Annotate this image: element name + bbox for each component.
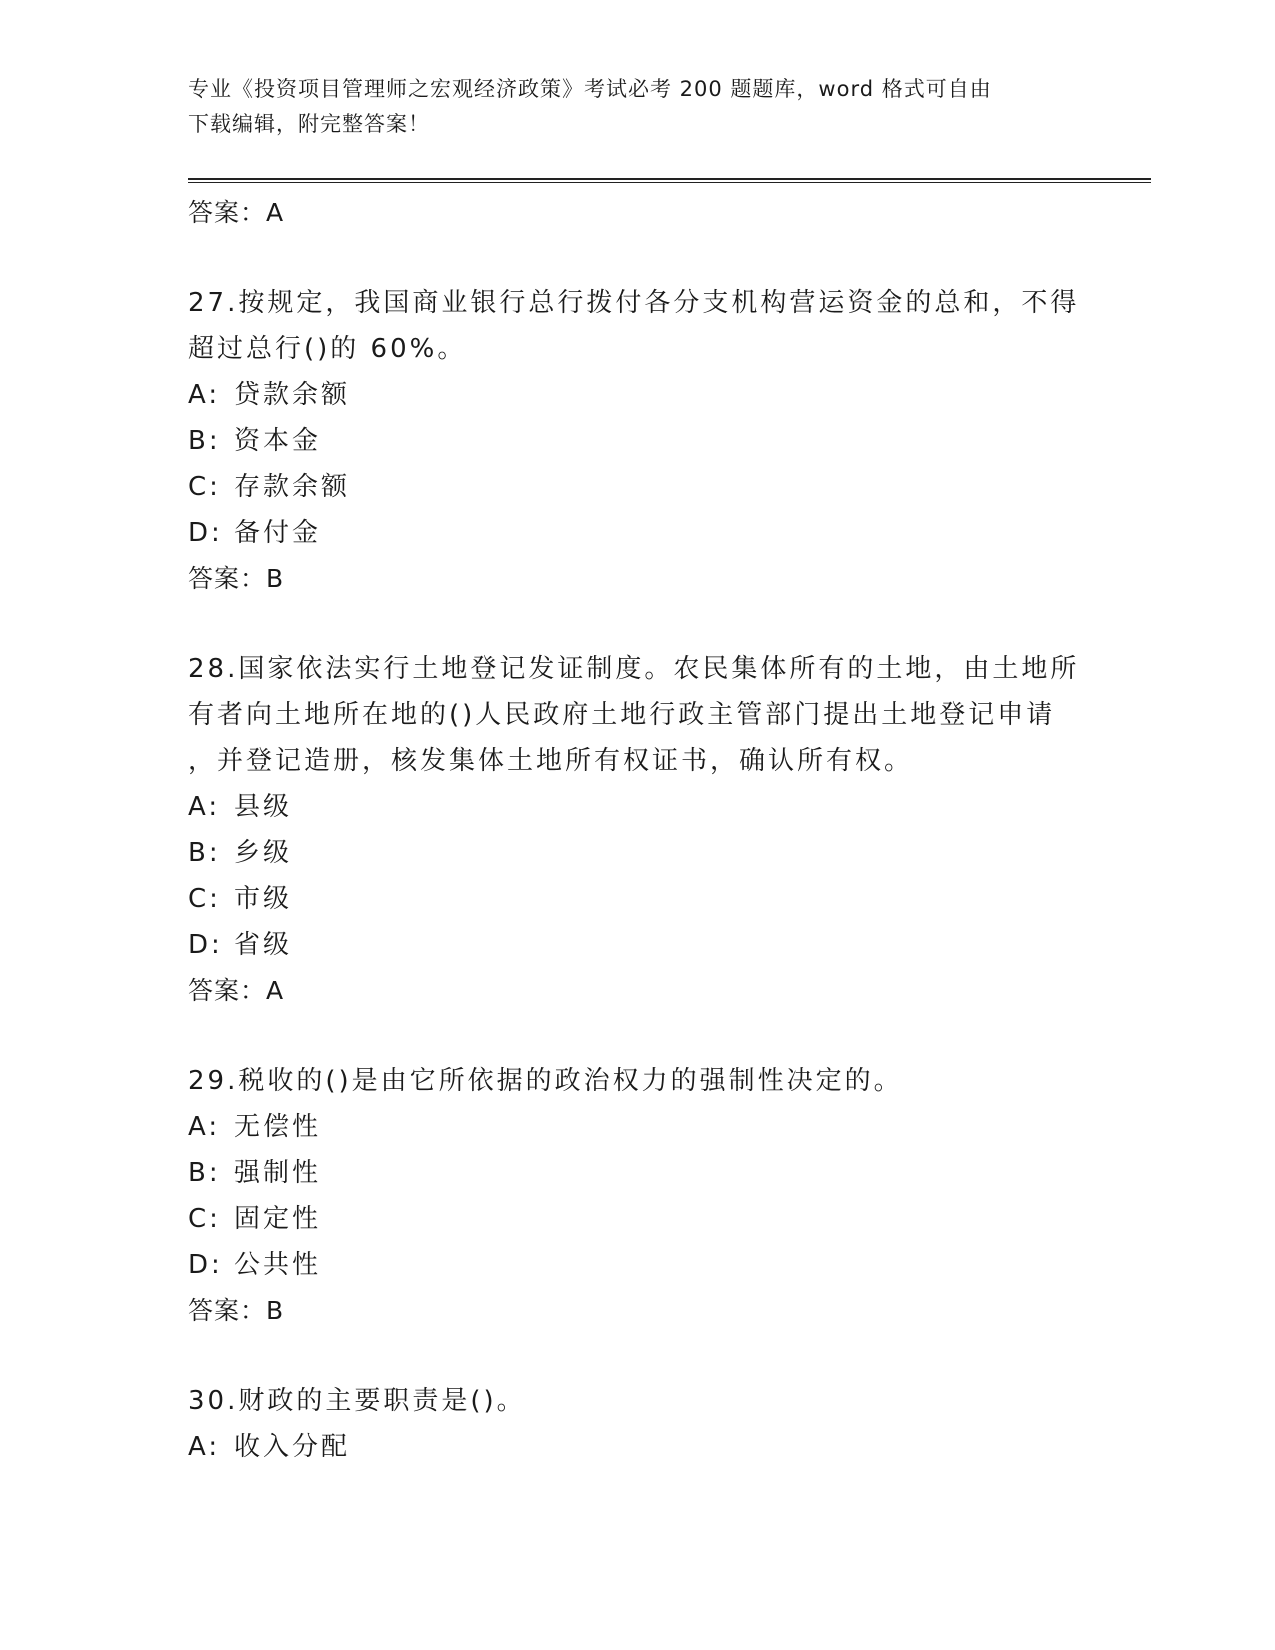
option-b — [188, 418, 1088, 464]
option-c — [188, 464, 1088, 510]
question-block — [188, 1378, 1088, 1470]
question-stem — [188, 1058, 1088, 1104]
question-stem — [188, 1378, 1088, 1424]
option-d — [188, 1242, 1088, 1288]
answer-line: 答案：A — [188, 198, 285, 227]
option-text: 收入分配 — [234, 1432, 351, 1462]
option-key: B: — [188, 426, 221, 456]
option-d — [188, 922, 1088, 968]
option-a — [188, 1104, 1088, 1150]
spacer — [188, 236, 1088, 280]
option-a — [188, 784, 1088, 830]
question-block — [188, 280, 1088, 602]
question-stem — [188, 646, 1088, 784]
option-key: B: — [188, 838, 221, 868]
spacer — [188, 602, 1088, 646]
stem-line: 超过总行()的 60%。 — [188, 334, 467, 364]
option-text: 资本金 — [234, 426, 322, 456]
spacer — [188, 1334, 1088, 1378]
option-key: C: — [188, 1204, 221, 1234]
answer-line: 答案：B — [188, 564, 285, 593]
option-c — [188, 1196, 1088, 1242]
option-text: 备付金 — [234, 518, 322, 548]
option-text: 县级 — [234, 792, 293, 822]
option-a — [188, 1424, 1088, 1470]
option-key: B: — [188, 1158, 221, 1188]
option-d — [188, 510, 1088, 556]
option-key: C: — [188, 884, 221, 914]
question-block — [188, 646, 1088, 1014]
option-key: A: — [188, 792, 221, 822]
option-text: 存款余额 — [234, 472, 351, 502]
option-key: A: — [188, 1112, 221, 1142]
answer-line: 答案：A — [188, 976, 285, 1005]
option-text: 省级 — [234, 930, 293, 960]
stem-line: 有者向土地所在地的()人民政府土地行政主管部门提出土地登记申请 — [188, 700, 1056, 730]
spacer — [188, 1014, 1088, 1058]
option-key: C: — [188, 472, 221, 502]
option-text: 乡级 — [234, 838, 293, 868]
option-key: D: — [188, 1250, 223, 1280]
header-divider — [188, 178, 1151, 180]
option-key: D: — [188, 518, 223, 548]
option-b — [188, 830, 1088, 876]
header-line-2: 下载编辑，附完整答案！ — [188, 112, 430, 136]
question-stem — [188, 280, 1088, 372]
header-line-1: 专业《投资项目管理师之宏观经济政策》考试必考 200 题题库，word 格式可自由 — [188, 77, 992, 101]
option-text: 公共性 — [234, 1250, 322, 1280]
stem-line: 28.国家依法实行土地登记发证制度。农民集体所有的土地，由土地所 — [188, 654, 1080, 684]
option-text: 固定性 — [234, 1204, 322, 1234]
option-b — [188, 1150, 1088, 1196]
stem-line: 27.按规定，我国商业银行总行拨付各分支机构营运资金的总和，不得 — [188, 288, 1080, 318]
option-c — [188, 876, 1088, 922]
option-text: 市级 — [234, 884, 293, 914]
stem-line: 29.税收的()是由它所依据的政治权力的强制性决定的。 — [188, 1066, 903, 1096]
option-text: 无偿性 — [234, 1112, 322, 1142]
option-key: D: — [188, 930, 223, 960]
option-text: 贷款余额 — [234, 380, 351, 410]
option-key: A: — [188, 1432, 221, 1462]
question-block — [188, 1058, 1088, 1334]
answer-line: 答案：B — [188, 1296, 285, 1325]
header-divider-thin — [188, 182, 1151, 183]
option-key: A: — [188, 380, 221, 410]
question-list — [188, 190, 1088, 1470]
option-a — [188, 372, 1088, 418]
stem-line: ，并登记造册，核发集体土地所有权证书，确认所有权。 — [188, 746, 914, 776]
stem-line: 30.财政的主要职责是()。 — [188, 1386, 526, 1416]
option-text: 强制性 — [234, 1158, 322, 1188]
document-header — [188, 72, 1088, 142]
